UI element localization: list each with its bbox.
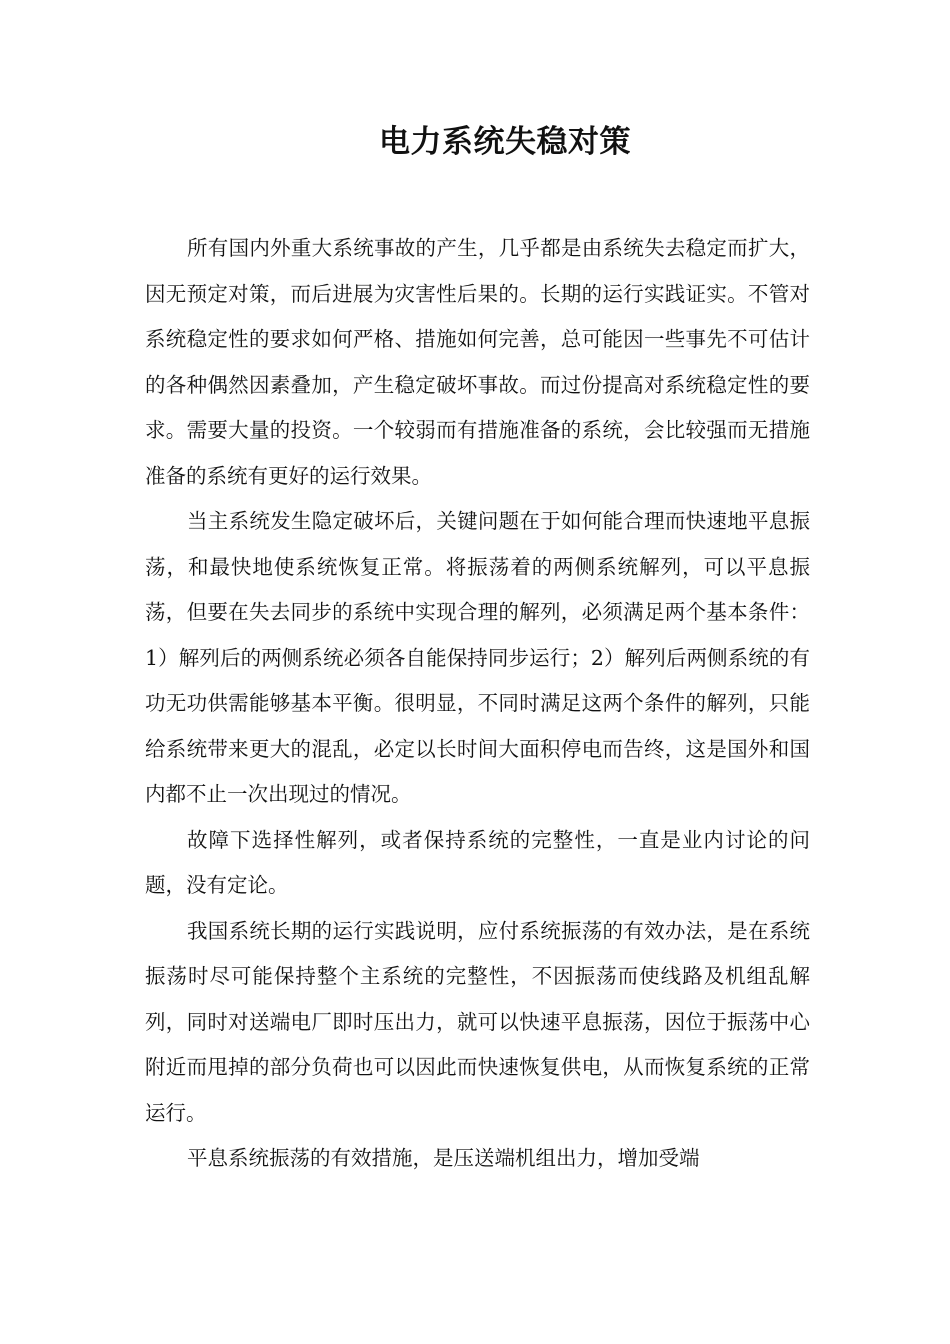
paragraph-5: 平息系统振荡的有效措施，是压送端机组出力，增加受端	[187, 1146, 700, 1170]
paragraph-1: 所有国内外重大系统事故的产生，几乎都是由系统失去稳定而扩大，因无预定对策，而后进展为灾害性后果的。长期的运行实践证实。不管对系统稳定性的要求如何严格、措施如何完善，总可能因一些事先不可估计的各种偶然因素叠加，产生稳定破坏事故。而过份提高对系统稳定性的要求。需要大量的投资。一个较弱而有措施准备的系统，会比较强而无措施准备的系统有更好的运行效果。	[145, 236, 810, 488]
paragraph-3: 故障下选择性解列，或者保持系统的完整性，一直是业内讨论的问题，没有定论。	[145, 827, 810, 897]
document-title: 电力系统失稳对策	[379, 124, 631, 160]
paragraph-4: 我国系统长期的运行实践说明，应付系统振荡的有效办法，是在系统振荡时尽可能保持整个主系统的完整性，不因振荡而使线路及机组乱解列，同时对送端电厂即时压出力，就可以快速平息振荡，因位于振荡中心附近而甩掉的部分负荷也可以因此而快速恢复供电，从而恢复系统的正常运行。	[145, 918, 810, 1125]
document-body	[145, 226, 810, 1182]
paragraph-2: 当主系统发生隐定破坏后，关键问题在于如何能合理而快速地平息振荡，和最快地使系统恢复正常。将振荡着的两侧系统解列，可以平息振荡，但要在失去同步的系统中实现合理的解列，必须满足两个基本条件：1）解列后的两侧系统必须各自能保持同步运行；2）解列后两侧系统的有功无功供需能够基本平衡。很明显，不同时满足这两个条件的解列，只能给系统带来更大的混乱，必定以长时间大面积停电而告终，这是国外和国内都不止一次出现过的情况。	[145, 509, 810, 806]
